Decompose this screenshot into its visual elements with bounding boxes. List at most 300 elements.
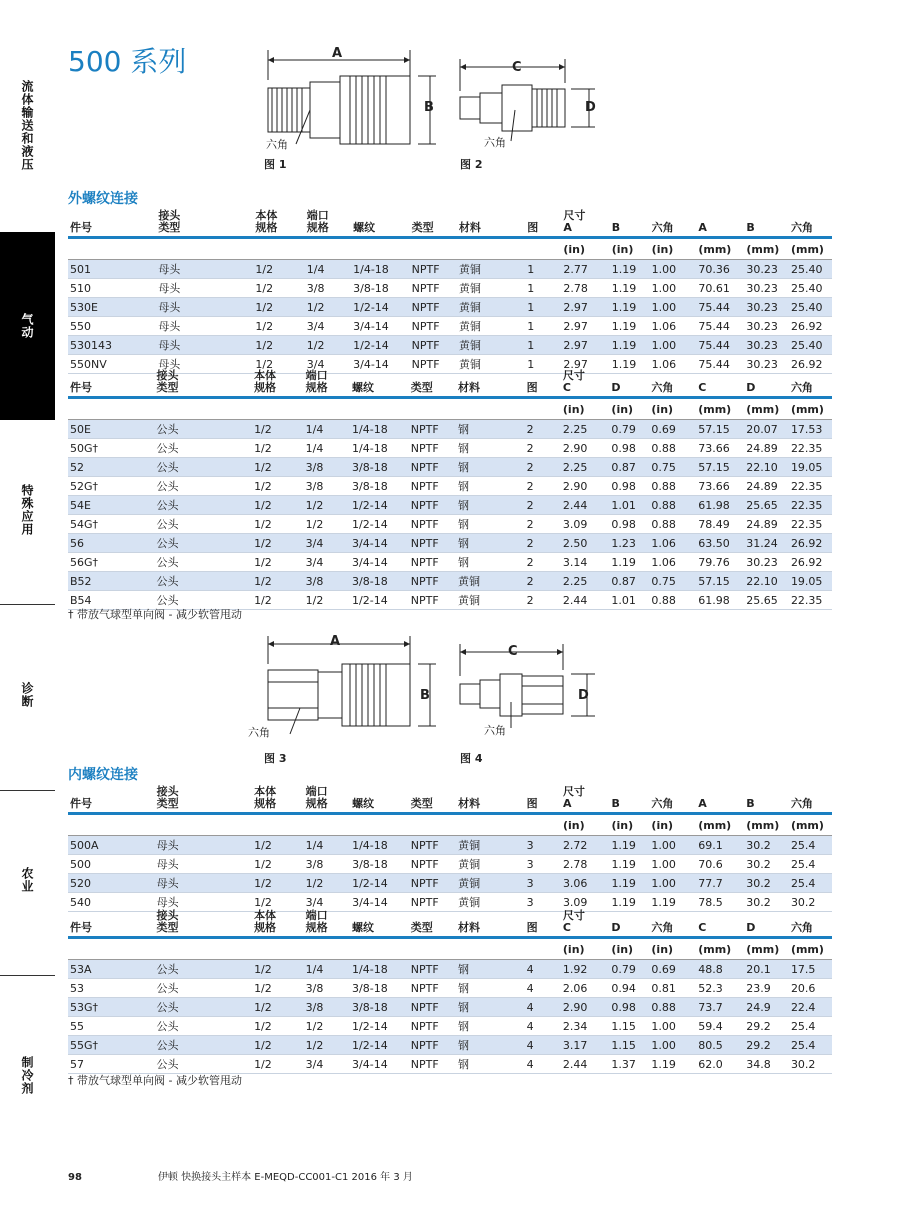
table-row — [68, 572, 832, 591]
table-row — [68, 998, 832, 1017]
table-cell: 25.4 — [789, 855, 832, 874]
table-cell: 1.19 — [609, 553, 649, 572]
unit-cell: (in) — [609, 938, 649, 960]
table-cell: 1/2 — [252, 420, 304, 439]
table-cell: 30.2 — [789, 893, 832, 912]
table-cell: 22.35 — [789, 515, 832, 534]
table-units-row — [68, 398, 832, 420]
table-cell: 0.98 — [609, 998, 649, 1017]
table-cell: 1/2 — [252, 591, 304, 610]
table-cell: 22.4 — [789, 998, 832, 1017]
figure-2-label: 图 2 — [460, 158, 483, 171]
table-cell: 1/2 — [304, 515, 350, 534]
table-cell: 公头 — [155, 458, 253, 477]
table-cell: NPTF — [409, 960, 456, 979]
table-cell: 1.19 — [609, 855, 649, 874]
table-cell: 1/2 — [252, 1017, 304, 1036]
table-cell: 25.4 — [789, 874, 832, 893]
table-cell: 1/4-18 — [350, 836, 409, 855]
unit-cell — [457, 238, 525, 260]
table-cell: 1/2 — [253, 298, 304, 317]
table-cell: 1.06 — [650, 317, 697, 336]
column-header: A — [696, 206, 744, 238]
table-cell: 3/4 — [304, 893, 350, 912]
table-cell: 2.97 — [561, 336, 609, 355]
table-cell: 1.00 — [649, 836, 696, 855]
column-header: 螺纹 — [350, 906, 409, 938]
table-cell: 79.76 — [696, 553, 744, 572]
table-cell: 1.19 — [609, 874, 649, 893]
table-cell: 1/4-18 — [350, 960, 409, 979]
table-cell: 公头 — [155, 998, 253, 1017]
table-cell: 1/2 — [253, 317, 304, 336]
column-header: B — [744, 206, 789, 238]
table-cell: 2.97 — [561, 317, 609, 336]
table-cell: 3/4 — [304, 534, 350, 553]
table-cell: 550 — [68, 317, 156, 336]
table-cell: 1/2-14 — [350, 515, 409, 534]
table-cell: 30.23 — [744, 298, 789, 317]
table-cell: 75.44 — [696, 355, 744, 374]
column-header: 螺纹 — [351, 206, 410, 238]
table-cell: 1.19 — [649, 893, 696, 912]
unit-cell — [410, 238, 457, 260]
table-cell: 50E — [68, 420, 155, 439]
table-cell: 母头 — [155, 874, 253, 893]
unit-cell: (mm) — [696, 238, 744, 260]
table-cell: NPTF — [409, 458, 456, 477]
table-cell: 1/4-18 — [350, 439, 409, 458]
table-cell: 75.44 — [696, 298, 744, 317]
table-cell: 2.44 — [561, 496, 610, 515]
table-cell: 53 — [68, 979, 155, 998]
table-cell: 母头 — [156, 298, 253, 317]
table-cell: 3/4 — [304, 1055, 350, 1074]
table-cell: 54E — [68, 496, 155, 515]
table-cell: 4 — [525, 998, 561, 1017]
unit-cell — [456, 938, 525, 960]
table-cell: 1.01 — [609, 496, 649, 515]
table-cell: 1/4 — [304, 960, 350, 979]
side-tab-pneumatic[interactable] — [0, 232, 55, 420]
table-cell: 2.77 — [561, 260, 609, 279]
table-cell: 公头 — [155, 979, 253, 998]
table-cell: 62.0 — [696, 1055, 744, 1074]
table-cell: 53A — [68, 960, 155, 979]
column-header: 六角 — [649, 906, 696, 938]
unit-cell — [525, 938, 561, 960]
table-cell: 黄铜 — [456, 572, 525, 591]
spec-table-male-female — [68, 206, 832, 374]
table-cell: 1/2 — [304, 1017, 350, 1036]
column-header: 六角 — [789, 206, 832, 238]
table-cell: 公头 — [155, 477, 253, 496]
table-cell: 公头 — [155, 496, 253, 515]
unit-cell — [156, 238, 253, 260]
column-header: 六角 — [789, 366, 832, 398]
table-cell: 3/8-18 — [350, 998, 409, 1017]
table-cell: 公头 — [155, 572, 253, 591]
table-cell: 1/2 — [252, 439, 304, 458]
table-cell: NPTF — [409, 1017, 456, 1036]
page-title: 500 系列 — [68, 45, 187, 78]
column-header: 尺寸 A — [561, 782, 610, 814]
column-header: 图 — [525, 206, 561, 238]
spec-table-male-male — [68, 366, 832, 610]
table-cell: 1/2 — [252, 855, 304, 874]
table-cell: 公头 — [155, 1017, 253, 1036]
unit-cell: (mm) — [744, 398, 789, 420]
table-cell: 公头 — [155, 420, 253, 439]
table-cell: 3/8-18 — [350, 477, 409, 496]
table-cell: 24.89 — [744, 515, 789, 534]
table-cell: 1/2 — [253, 260, 304, 279]
table-cell: 25.40 — [789, 336, 832, 355]
table-row — [68, 496, 832, 515]
table-cell: 3/4 — [305, 355, 351, 374]
table-cell: 0.88 — [649, 591, 696, 610]
table-cell: 母头 — [155, 836, 253, 855]
table-cell: 1.19 — [610, 355, 650, 374]
side-tab-refrigerant[interactable] — [0, 990, 55, 1160]
table-cell: 黄铜 — [457, 298, 525, 317]
table-cell: 0.98 — [609, 439, 649, 458]
table-cell: 4 — [525, 1036, 561, 1055]
side-tab-label: 特殊应用 — [20, 484, 34, 536]
column-header: 六角 — [650, 206, 697, 238]
table-cell: 公头 — [155, 553, 253, 572]
table-cell: 黄铜 — [457, 336, 525, 355]
table-cell: 1.06 — [649, 534, 696, 553]
table-cell: 0.88 — [649, 439, 696, 458]
table-cell: 30.2 — [744, 855, 789, 874]
table-cell: 22.35 — [789, 496, 832, 515]
table-cell: 钢 — [456, 534, 525, 553]
unit-cell — [68, 814, 155, 836]
table-cell: 530143 — [68, 336, 156, 355]
table-cell: 0.79 — [609, 960, 649, 979]
table-cell: 25.4 — [789, 1036, 832, 1055]
table-cell: 0.98 — [609, 515, 649, 534]
table-cell: 0.88 — [649, 998, 696, 1017]
unit-cell: (in) — [561, 398, 610, 420]
unit-cell — [68, 238, 156, 260]
table-cell: 母头 — [156, 355, 253, 374]
table-row — [68, 515, 832, 534]
column-header: 螺纹 — [350, 782, 409, 814]
dim-label-C: C — [508, 644, 518, 659]
table-cell: 黄铜 — [456, 855, 525, 874]
unit-cell — [409, 814, 456, 836]
unit-cell: (in) — [609, 398, 649, 420]
dim-label-C: C — [512, 60, 522, 75]
table-cell: 30.2 — [789, 1055, 832, 1074]
table-cell: 55G† — [68, 1036, 155, 1055]
table-cell: 30.23 — [744, 279, 789, 298]
side-tab-fluid[interactable] — [0, 60, 55, 190]
table-cell: 3/4-14 — [350, 553, 409, 572]
side-tab-label: 农业 — [20, 867, 34, 893]
table-cell: 25.4 — [789, 1017, 832, 1036]
unit-cell — [409, 938, 456, 960]
table-cell: NPTF — [409, 998, 456, 1017]
table-row — [68, 979, 832, 998]
table-cell: 25.4 — [789, 836, 832, 855]
table-row — [68, 336, 832, 355]
table-cell: 0.88 — [649, 515, 696, 534]
table-cell: 70.61 — [696, 279, 744, 298]
unit-cell: (mm) — [696, 398, 744, 420]
table-cell: 57.15 — [696, 572, 744, 591]
table-cell: 钢 — [456, 477, 525, 496]
section-title-female-thread: 内螺纹连接 — [68, 767, 138, 783]
column-header: B — [744, 782, 789, 814]
table-cell: 2 — [525, 515, 561, 534]
column-header: 材料 — [456, 366, 525, 398]
unit-cell — [304, 814, 350, 836]
table-cell: 0.69 — [649, 960, 696, 979]
column-header: 图 — [525, 782, 561, 814]
table-cell: 61.98 — [696, 496, 744, 515]
table-cell: NPTF — [410, 336, 457, 355]
side-tab-label: 气动 — [20, 313, 34, 339]
footnote: † 带放气球型单向阀 - 减少软管甩动 — [68, 608, 242, 621]
table-cell: 3 — [525, 874, 561, 893]
column-header: 图 — [525, 906, 561, 938]
table-cell: 2.72 — [561, 836, 610, 855]
table-cell: 22.35 — [789, 591, 832, 610]
table-cell: 1/4 — [305, 260, 351, 279]
column-header: D — [609, 366, 649, 398]
table-cell: 550NV — [68, 355, 156, 374]
table-cell: 48.8 — [696, 960, 744, 979]
table-cell: 52.3 — [696, 979, 744, 998]
column-header: 类型 — [409, 906, 456, 938]
table-cell: 黄铜 — [457, 317, 525, 336]
table-cell: 1.00 — [650, 260, 697, 279]
table-cell: 3/8 — [304, 979, 350, 998]
table-cell: 3/8 — [304, 477, 350, 496]
table-cell: 0.79 — [609, 420, 649, 439]
table-row — [68, 279, 832, 298]
table-cell: 0.75 — [649, 572, 696, 591]
table-cell: 1.92 — [561, 960, 610, 979]
table-cell: 25.65 — [744, 496, 789, 515]
table-header-row — [68, 906, 832, 938]
table-cell: 钢 — [456, 1017, 525, 1036]
table-cell: 2 — [525, 591, 561, 610]
dim-label-D: D — [585, 100, 596, 115]
table-cell: 30.2 — [744, 893, 789, 912]
table-cell: NPTF — [409, 515, 456, 534]
unit-cell — [409, 398, 456, 420]
column-header: 尺寸 A — [561, 206, 609, 238]
unit-cell — [456, 814, 525, 836]
table-cell: 钢 — [456, 439, 525, 458]
side-tab-label: 流体输送和液压 — [20, 79, 34, 171]
table-cell: 30.23 — [744, 260, 789, 279]
unit-cell — [252, 398, 304, 420]
table-cell: 1/2 — [304, 874, 350, 893]
table-cell: 黄铜 — [457, 260, 525, 279]
table-cell: 公头 — [155, 1055, 253, 1074]
table-cell: 20.6 — [789, 979, 832, 998]
table-cell: NPTF — [410, 355, 457, 374]
table-cell: 1.15 — [609, 1036, 649, 1055]
hex-label: 六角 — [248, 726, 270, 739]
table-cell: 公头 — [155, 960, 253, 979]
table-cell: 500A — [68, 836, 155, 855]
table-cell: NPTF — [409, 893, 456, 912]
table-cell: 3/4-14 — [351, 355, 410, 374]
table-cell: 母头 — [156, 279, 253, 298]
table-cell: 1.37 — [609, 1055, 649, 1074]
table-cell: 1/2 — [305, 336, 351, 355]
table-cell: 0.94 — [609, 979, 649, 998]
figure-3-label: 图 3 — [264, 752, 287, 765]
unit-cell: (mm) — [744, 814, 789, 836]
unit-cell: (in) — [561, 238, 609, 260]
table-row — [68, 1017, 832, 1036]
table-cell: 2.25 — [561, 572, 610, 591]
column-header: 尺寸 C — [561, 366, 610, 398]
table-cell: 母头 — [155, 855, 253, 874]
column-header: A — [696, 782, 744, 814]
table-cell: NPTF — [409, 534, 456, 553]
unit-cell — [351, 238, 410, 260]
column-header: 图 — [525, 366, 561, 398]
tab-divider — [0, 790, 55, 791]
unit-cell — [305, 238, 351, 260]
unit-cell: (in) — [609, 814, 649, 836]
table-cell: 500 — [68, 855, 155, 874]
table-cell: 母头 — [156, 317, 253, 336]
table-cell: 1.19 — [649, 1055, 696, 1074]
table-cell: 4 — [525, 979, 561, 998]
side-tab-special[interactable] — [0, 440, 55, 580]
side-tab-diagnostics[interactable] — [0, 620, 55, 770]
table-cell: 1 — [525, 260, 561, 279]
hex-label: 六角 — [266, 138, 288, 151]
table-cell: 2.90 — [561, 439, 610, 458]
table-cell: 1/2-14 — [350, 591, 409, 610]
table-cell: 2 — [525, 420, 561, 439]
table-cell: 70.6 — [696, 855, 744, 874]
table-cell: 3/4-14 — [350, 1055, 409, 1074]
table-cell: 2.50 — [561, 534, 610, 553]
table-cell: 2.34 — [561, 1017, 610, 1036]
table-cell: 26.92 — [789, 534, 832, 553]
table-cell: 22.10 — [744, 572, 789, 591]
unit-cell — [68, 398, 155, 420]
column-header: 尺寸 C — [561, 906, 610, 938]
table-row — [68, 874, 832, 893]
dim-label-A: A — [330, 634, 341, 649]
table-cell: 钢 — [456, 515, 525, 534]
table-cell: 1/2 — [252, 1036, 304, 1055]
table-cell: 2.25 — [561, 458, 610, 477]
table-row — [68, 534, 832, 553]
table-cell: 1/2 — [252, 1055, 304, 1074]
table-cell: NPTF — [409, 855, 456, 874]
table-cell: 钢 — [456, 458, 525, 477]
dim-label-D: D — [578, 688, 589, 703]
column-header: 本体 规格 — [252, 906, 304, 938]
table-cell: 1.06 — [649, 553, 696, 572]
table-cell: 57.15 — [696, 420, 744, 439]
figure-4-label: 图 4 — [460, 752, 483, 765]
table-cell: 0.88 — [649, 496, 696, 515]
page-footer — [68, 1168, 413, 1183]
table-cell: 母头 — [156, 336, 253, 355]
column-header: B — [610, 206, 650, 238]
unit-cell — [350, 814, 409, 836]
unit-cell — [350, 938, 409, 960]
table-cell: 1/4 — [304, 420, 350, 439]
column-header: 件号 — [68, 906, 155, 938]
column-header: 件号 — [68, 366, 155, 398]
table-cell: 2.97 — [561, 298, 609, 317]
table-cell: 1/4 — [304, 439, 350, 458]
unit-cell — [304, 938, 350, 960]
side-tab-label: 制冷剂 — [20, 1055, 34, 1095]
table-row — [68, 1055, 832, 1074]
table-cell: 57 — [68, 1055, 155, 1074]
table-cell: 510 — [68, 279, 156, 298]
table-cell: 30.2 — [744, 836, 789, 855]
table-cell: 0.81 — [649, 979, 696, 998]
table-cell: 1.06 — [650, 355, 697, 374]
table-cell: 63.50 — [696, 534, 744, 553]
table-cell: 3/8 — [304, 458, 350, 477]
table-cell: 3.14 — [561, 553, 610, 572]
column-header: 材料 — [457, 206, 525, 238]
table-cell: 52G† — [68, 477, 155, 496]
table-row — [68, 477, 832, 496]
column-header: 类型 — [409, 366, 456, 398]
table-cell: 26.92 — [789, 317, 832, 336]
column-header: 六角 — [789, 906, 832, 938]
table-cell: 黄铜 — [457, 279, 525, 298]
table-cell: 2 — [525, 553, 561, 572]
table-cell: 3/8-18 — [350, 458, 409, 477]
table-cell: 54G† — [68, 515, 155, 534]
table-cell: 0.87 — [609, 572, 649, 591]
side-tab-agriculture[interactable] — [0, 800, 55, 960]
column-header: 端口 规格 — [304, 906, 350, 938]
table-cell: 1/4-18 — [351, 260, 410, 279]
column-header: 接头 类型 — [156, 206, 253, 238]
column-header: 接头 类型 — [155, 782, 253, 814]
table-cell: 0.88 — [649, 477, 696, 496]
column-header: 类型 — [409, 782, 456, 814]
table-cell: 25.65 — [744, 591, 789, 610]
table-cell: 母头 — [156, 260, 253, 279]
table-cell: NPTF — [409, 874, 456, 893]
column-header: 本体 规格 — [252, 366, 304, 398]
table-cell: 黄铜 — [456, 836, 525, 855]
table-cell: 2 — [525, 458, 561, 477]
table-cell: 501 — [68, 260, 156, 279]
table-cell: NPTF — [409, 439, 456, 458]
table-cell: 1/2 — [252, 458, 304, 477]
table-cell: 3/8 — [304, 855, 350, 874]
table-cell: 0.69 — [649, 420, 696, 439]
table-cell: 3/4-14 — [350, 534, 409, 553]
side-tab-label: 诊断 — [20, 682, 34, 708]
column-header: 接头 类型 — [155, 906, 253, 938]
table-cell: 1 — [525, 355, 561, 374]
